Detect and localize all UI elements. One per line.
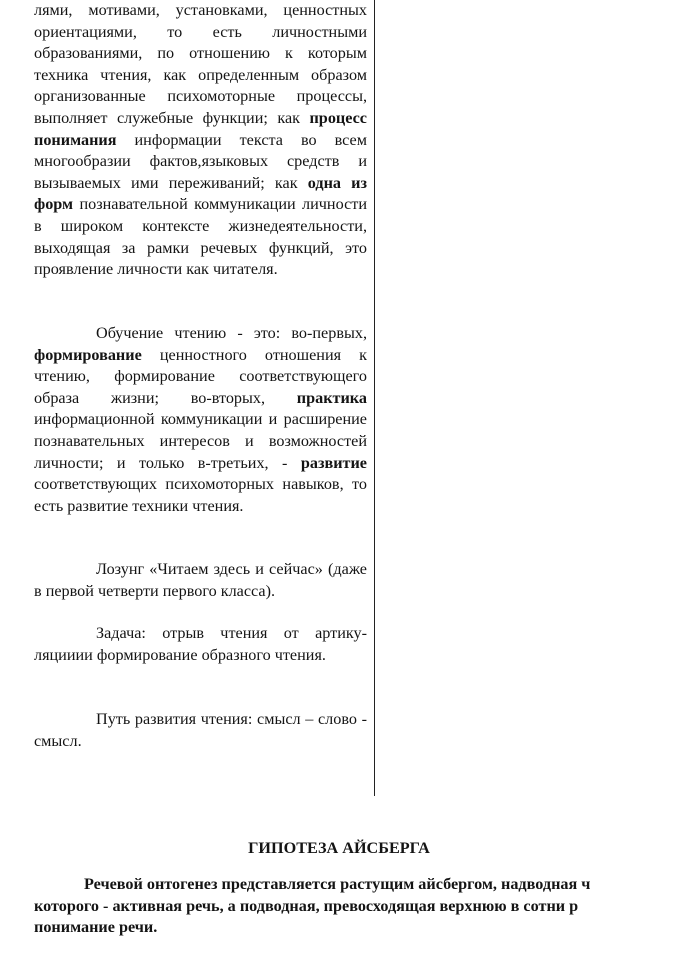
hypothesis-paragraph — [34, 874, 678, 939]
bold-run: процесс понимания — [34, 108, 367, 149]
text-line: понимание речи. — [34, 918, 158, 937]
text-line: Речевой онтогенез представляется растущим айсбергом, надводная ч — [84, 875, 591, 893]
text-run: ценностного отношения к чтению, формирование соответствующего образа жизни; во-вторых, — [34, 345, 367, 407]
left-paragraph-3: Лозунг «Читаем здесь и сейчас» (даже в первой четверти первого класса). — [34, 560, 367, 600]
bold-run: формирование — [34, 345, 142, 364]
text-run: информации текста во всем многообразии фактов,языковых средств и вызываемых ими переживаний; как — [34, 130, 367, 192]
bold-run: практика — [296, 388, 367, 407]
text-run: Обучение чтению - это: во-первых, — [96, 324, 367, 342]
text-run: информационной коммуникации и расширение познавательных интересов и возможностей личности; и только в-третьих, - — [34, 410, 367, 472]
text-run: познавательной коммуникации личности в широком контексте жизнедеятельности, выходящая за рамки речевых функций, это проявление личности как читателя. — [34, 195, 367, 279]
text-line: которого - активная речь, а подводная, превосходящая верхнюю в сотни р — [34, 896, 579, 915]
column-divider — [374, 0, 375, 796]
left-paragraph-2 — [34, 323, 367, 517]
bold-run: одна из форм — [34, 173, 367, 214]
left-paragraph-4: Задача: отрыв чтения от артикуляцииии формирование образного чтения. — [34, 624, 367, 664]
section-heading: ГИПОТЕЗА АЙСБЕРГА — [248, 839, 430, 857]
text-run: соответствующих психомоторных навыков, то есть развитие техники чтения. — [34, 475, 367, 515]
bold-run: развитие — [300, 453, 367, 472]
left-paragraph-1 — [34, 0, 367, 281]
text-run: лями, мотивами, установками, ценностных ориентациями, то есть личностными образованиями, по отношению к которым техника чтения, как определенным образом организованные психомоторные процессы, выполняет служебные функции; как — [34, 1, 367, 127]
left-paragraph-5: Путь развития чтения: смысл – слово - смысл. — [34, 710, 367, 750]
